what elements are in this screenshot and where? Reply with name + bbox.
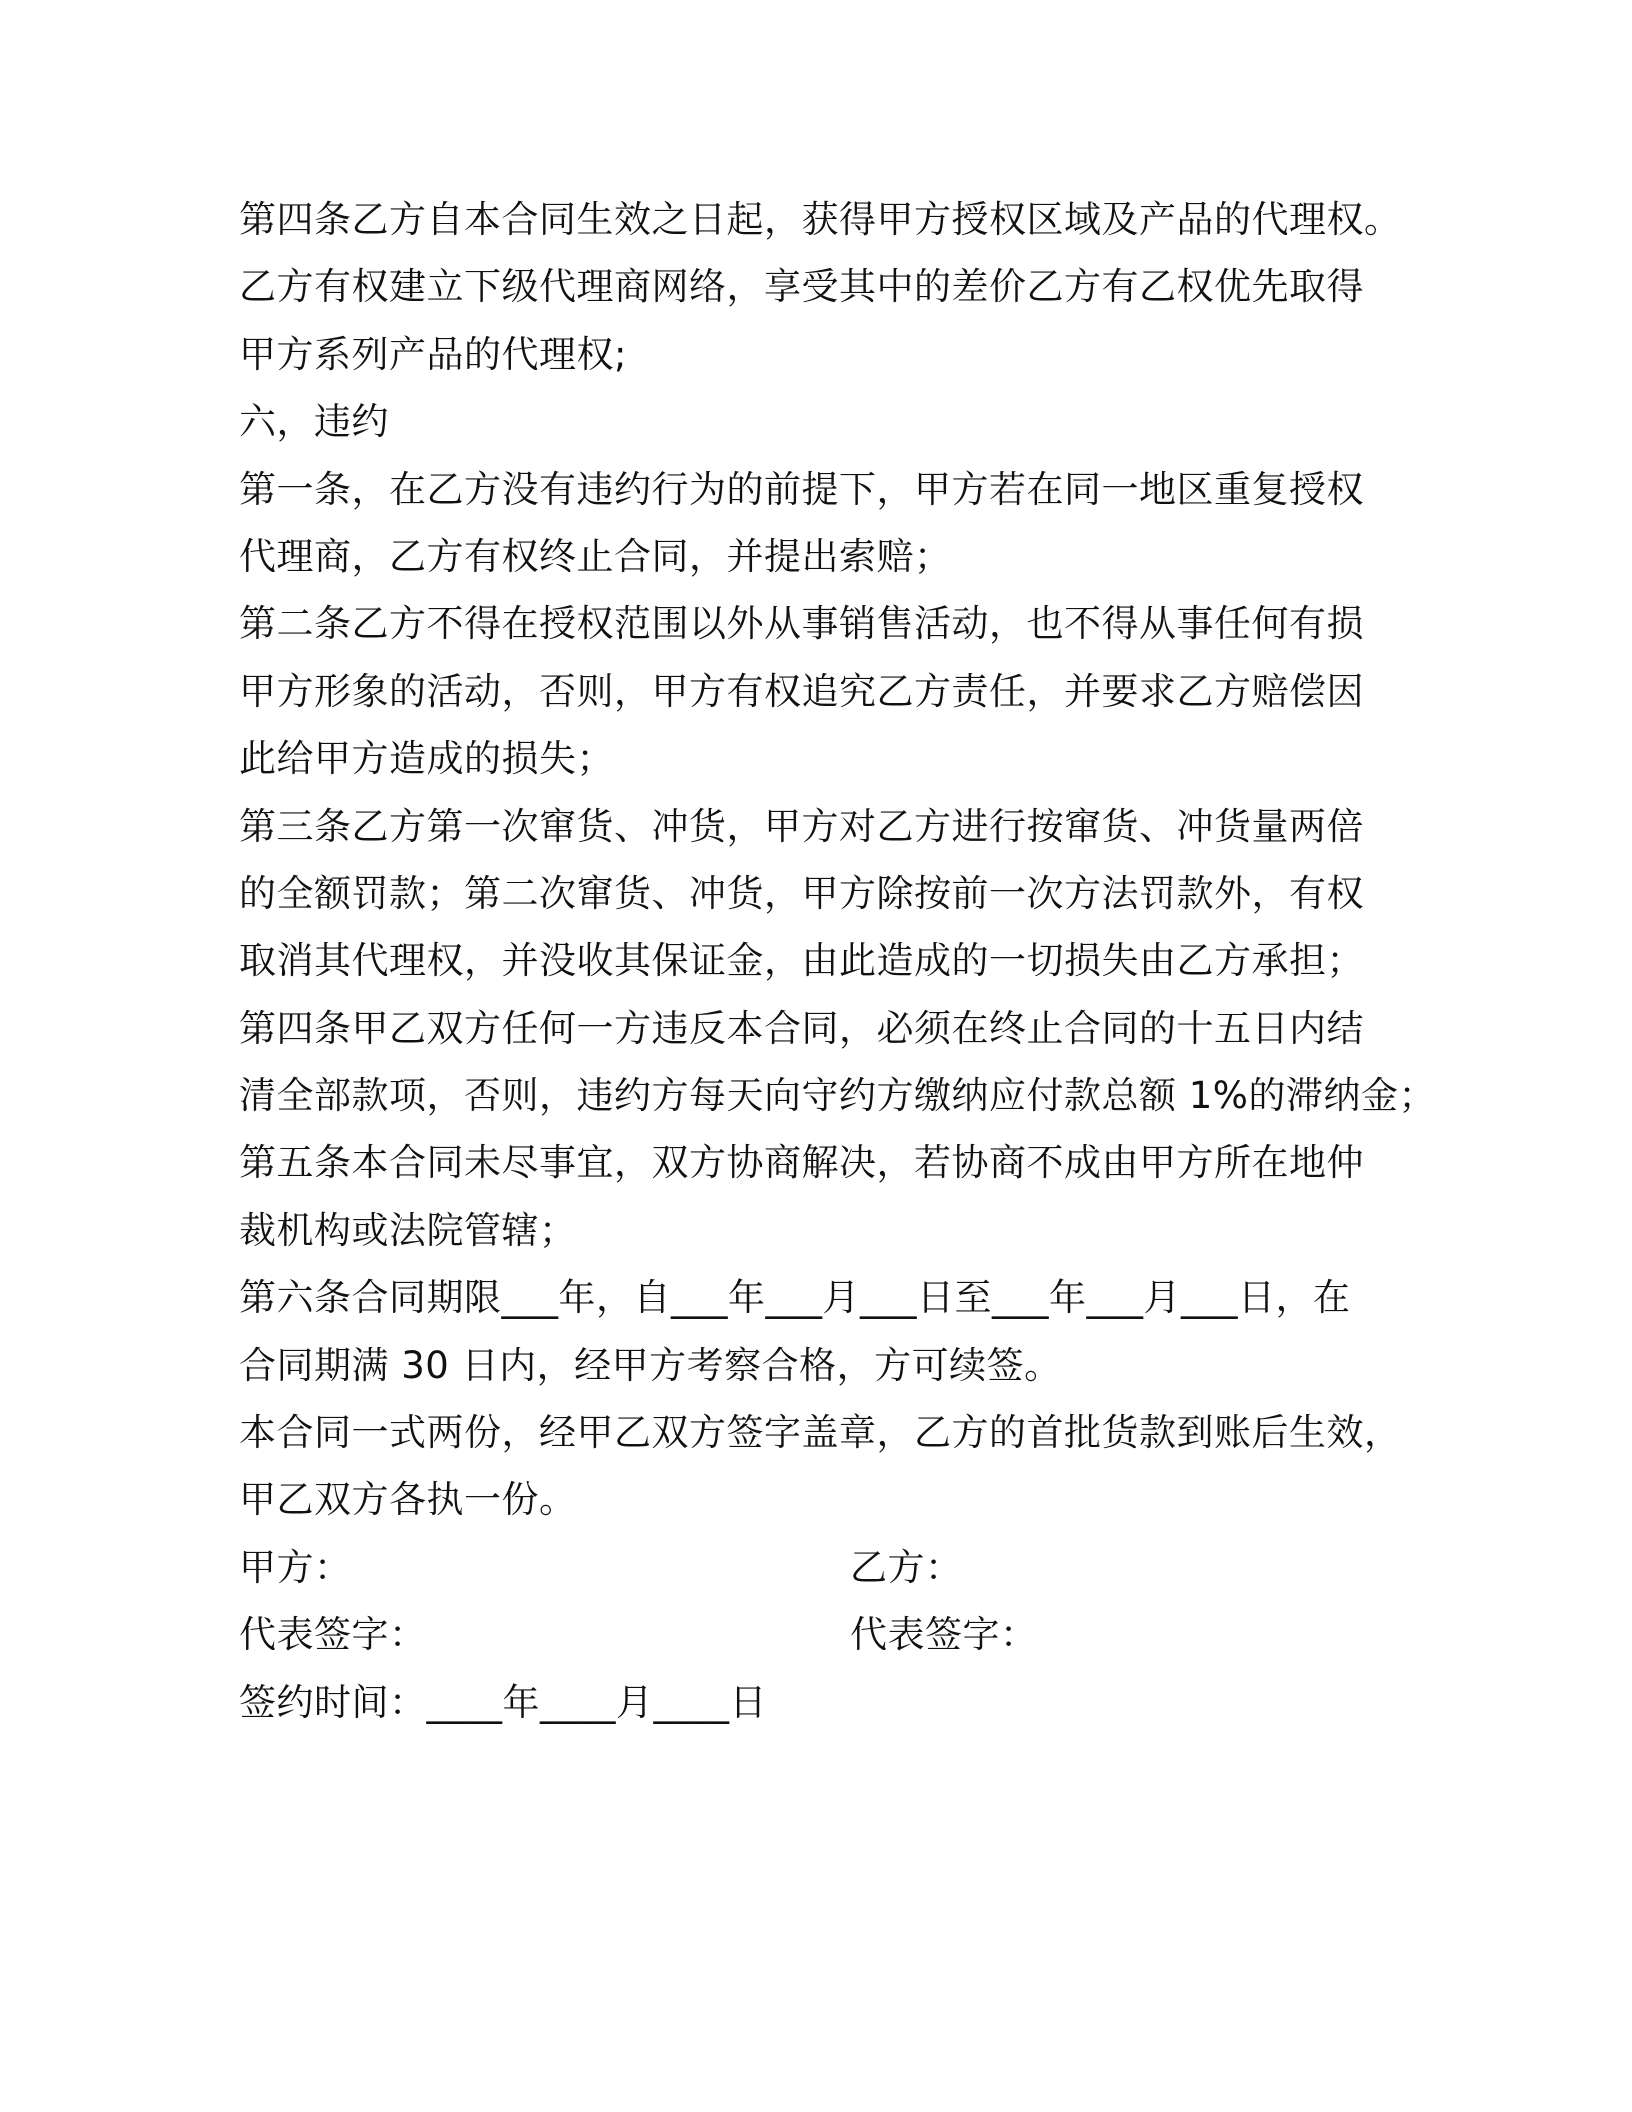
section-heading: 六，违约 [239, 400, 389, 444]
body-line: 本合同一式两份，经甲乙双方签字盖章，乙方的首批货款到账后生效， [239, 1411, 1402, 1455]
body-line: 此给甲方造成的损失； [239, 737, 614, 781]
body-line: 代理商，乙方有权终止合同，并提出索赔； [239, 534, 952, 578]
body-line: 甲方形象的活动，否则，甲方有权追究乙方责任，并要求乙方赔偿因 [239, 669, 1364, 713]
signature-rep-row [239, 1601, 1419, 1668]
body-line: 清全部款项，否则，违约方每天向守约方缴纳应付款总额 1%的滞纳金； [239, 1074, 1436, 1118]
contract-body [239, 186, 1436, 1736]
party-b-rep-label: 代表签字： [850, 1613, 1038, 1657]
body-line: 第一条，在乙方没有违约行为的前提下，甲方若在同一地区重复授权 [239, 467, 1364, 511]
party-a-rep-label: 代表签字： [239, 1613, 427, 1657]
body-line: 第四条乙方自本合同生效之日起，获得甲方授权区域及产品的代理权。 [239, 198, 1402, 241]
body-line: 第三条乙方第一次窜货、冲货，甲方对乙方进行按窜货、冲货量两倍 [239, 804, 1364, 848]
body-line: 合同期满 30 日内，经甲方考察合格，方可续签。 [239, 1343, 1062, 1387]
body-line: 取消其代理权，并没收其保证金，由此造成的一切损失由乙方承担； [239, 939, 1364, 983]
party-b-label: 乙方： [850, 1545, 963, 1589]
body-line: 裁机构或法院管辖； [239, 1208, 577, 1252]
signature-party-row [239, 1534, 1419, 1601]
body-line: 甲方系列产品的代理权; [239, 332, 627, 376]
body-line: 第二条乙方不得在授权范围以外从事销售活动，也不得从事任何有损 [239, 602, 1364, 646]
body-line: 第五条本合同未尽事宜，双方协商解决，若协商不成由甲方所在地仲 [239, 1141, 1364, 1185]
body-line: 第六条合同期限___年，自___年___月___日至___年___月___日，在 [239, 1276, 1351, 1320]
party-a-label: 甲方： [239, 1545, 352, 1589]
body-line: 甲乙双方各执一份。 [239, 1478, 577, 1522]
body-line: 第四条甲乙双方任何一方违反本合同，必须在终止合同的十五日内结 [239, 1006, 1364, 1050]
signing-date: 签约时间：____年____月____日 [239, 1680, 767, 1724]
body-line: 的全额罚款；第二次窜货、冲货，甲方除按前一次方法罚款外，有权 [239, 871, 1364, 915]
body-line: 乙方有权建立下级代理商网络，享受其中的差价乙方有乙权优先取得 [239, 265, 1364, 309]
